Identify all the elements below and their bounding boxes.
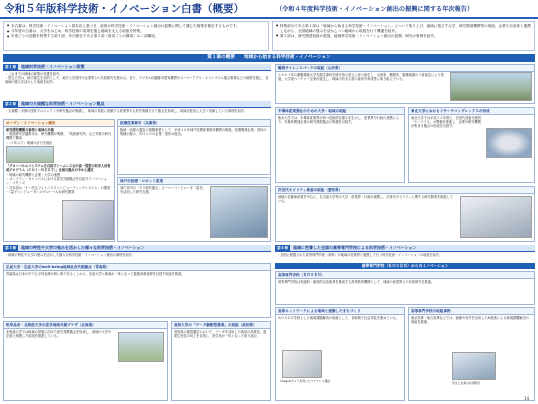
tohoku-title: 東北大学におけるリサーチコンプレックスの形成 <box>409 108 534 115</box>
tsuruoka-title: 鶴岡サイエンスパークの取組（山形県） <box>276 65 534 72</box>
semiconductor-box <box>275 107 405 183</box>
page-number: 14 <box>524 396 530 401</box>
open-innovation-title: オープン・イノベーション創出 <box>4 120 114 127</box>
open-item: ・ 日本初の「十一次元フォトニクスコンピューティングシステム」の開発 <box>6 186 112 190</box>
open-item: ・ （５年ぶり）地域の活力を創出 <box>6 141 112 145</box>
kosen-b-text: ＫＯＳＥＮを核とした地域課題解決の取組として、各地域で社会実装を進めている。 <box>278 315 400 320</box>
chapter-3 <box>3 245 271 262</box>
kosen-band: 高等専門学校（ＫＯＳＥＮ）からのイノベーション <box>275 263 535 269</box>
mobility-text: 地域の自動車産業を中心に、名古屋大学等の大学・産業界・行政が連携し、次世代モビリティに関する研究開発を推進している。 <box>278 194 453 204</box>
hokkaido-title: 乾草品用・北海道大学の産学地域共創プラザ（北海道） <box>4 322 167 329</box>
kosen-a-title: 高等専門学校（ＫＯＳＥＮ） <box>276 272 534 279</box>
intro-left-item: ● 本白書は、科学技術・イノベーション基本法に基づき、政府が科学技術・イノベーション創出の振興に関して講じた施策を報告するものです。 <box>7 24 265 29</box>
intro-right <box>272 21 535 51</box>
open-item: 研究開発機関の事例と地域の共創 <box>6 127 54 132</box>
mobility-title: 次世代モビリティ推進の取組（愛知県） <box>276 187 534 194</box>
kobe-title: 医療産業都市（兵庫県） <box>118 120 270 127</box>
integrai-photo <box>282 350 322 378</box>
chapter-2-text: ・ 大規模・多数の国家プロジェクトや研究拠点が集積し、地域の発展に貢献する産業界や人材を集積させて拠点を形成し、地域活性化に大きく貢献している事例を紹介。 <box>5 109 269 113</box>
tohoku-text: 東北大学では平成２２年度に、次世代放射光施設「ナノテラス」の整備を推進し、企業や研究機関が集まる拠点の形成を目指す。 <box>411 115 482 129</box>
tsukuba-photo <box>6 146 54 163</box>
chapter-2-num: 第２章 <box>5 101 17 106</box>
semiconductor-text: 熊本大学では、半導体産業界が持つ技術的な強みを生かし、産業界や行政の連携により、半導体関連企業の研究開発拠点の集積を目指す。 <box>278 115 400 125</box>
chapter-4-num: 第４章 <box>277 245 289 250</box>
header-rule <box>0 17 538 19</box>
kochi-text: 高知県の施設園芸において、データを活用した栽培の高度化、農業生産性の向上を目指し、産学官が一体となって取り組む。 <box>174 329 267 339</box>
open-item: ・ オンライン・キャンパスにおける産学共創拠点を目指すイノベーション・コモンズ <box>6 177 112 186</box>
hokkaido-photo <box>118 332 164 362</box>
chapter-4 <box>275 245 535 262</box>
chapter-4-title: 地域に密着した全国の高等専門学校による科学技術・イノベーション <box>293 245 417 251</box>
kobe2-title: 神戸市医療・ロボット産業 <box>118 178 270 185</box>
intro-right-item: ● 特集部分である第１部は「地域から始まる科学技術・イノベーション」について取り上げ、地域に根ざす大学、研究開発機関等の取組、企業や自治体と連携しながら、全国地域の強みを活かしつつ地域から取組を行う機運を紹介。 <box>276 24 531 34</box>
hokkaido-text: 北海道大学では地域の発展に向けた産学連携拠点を形成し、地域の大学や企業と連携した取組を推進している。 <box>6 329 112 339</box>
chapter-3-title: 地域の特性や大学の強みを活かした様々な科学技術・イノベーション <box>21 245 145 251</box>
intro-left-item: ● 今年度の白書は、大学をはじめ、科学技術の成果を通じ地域を支える取組を特集。 <box>7 29 265 34</box>
kosen-c-text: 東京高専・仙台高専などでは、画像や音声を活用したAI技術による地域課題解決の取組を推進。 <box>411 315 529 325</box>
intro-right-item: ● 第２部は、研究開発投資の進展、地域科学技術・イノベーション創出の振興、研究の事例を紹介。 <box>276 34 531 39</box>
kosen-a-text: 高等専門学校は実践的・創造的な技術者を養成する高等教育機関として、地域の産業界との共同研究を推進。 <box>278 279 435 284</box>
intro-left <box>3 21 269 51</box>
kosen-photo <box>452 352 496 380</box>
kosen-a-box <box>275 271 535 305</box>
kosen-c-title: 高等専門学校の取組事例 <box>409 308 534 315</box>
chapter-1-text: ・ 国立大学は、地方創生を目的とした、地方公共団体や企業等との共同研究を進める。また、デジタル田園都市国家構想やスーパーアプリ・エコシステム拠点事業などの政策を通じ、各地域の強みを活かした取組を紹介。 <box>5 76 269 85</box>
hirosaki-text: 青森県は日本の中でも平均寿命が短い県であることから、弘前大学と地域が一体となって健康寿命延伸を目指す取組を推進。 <box>6 271 185 276</box>
chapter-4-text: ・ 全国に配置された高等専門学校（高専）が地域の産業界と連携して行う科学技術・イノベーションの取組を紹介。 <box>277 253 533 257</box>
tsuruoka-photo <box>450 72 532 101</box>
open-item: ・ 地域の研究機関と企業・大学の連携 <box>6 173 112 177</box>
semiconductor-title: 半導体産業強化のための大学・地域の取組 <box>276 108 404 115</box>
chapter-1-title: 地域科学技術・イノベーション政策 <box>21 64 85 70</box>
nanoterasu-photo <box>486 128 532 158</box>
open-item: 「グローバルエコシステムを目指すシームレスな中高一貫型の科学人材育成プログラム（ＣＯＩ－ＮＥＸＴ）」全国の拠点の中から選定 <box>6 163 111 173</box>
chapter-3-text: ・ 地域の特性や大学の強みを活かした様々な科学技術・イノベーション創出の事例を紹介。 <box>5 253 269 257</box>
header <box>0 0 538 18</box>
kosen-b-title: 高専ネットワークによる地域と連携したまちづくり <box>276 308 404 315</box>
open-item: ・ （量子コンピュータ）のグローバルな研究開発 <box>6 190 112 194</box>
chapter-1 <box>3 64 271 98</box>
kobe2-text: 神戸市内の「Ｐ５研究拠点」スーパーコンピュータ「富岳」を活用した研究支援。 <box>120 185 206 195</box>
kobe-text: 阪神・淡路大震災の復興事業として、平成１０年神戸医療産業都市構想の推進。医療関連企業・団体の集積が進み、約３６０の企業・団体が進出。 <box>120 127 267 137</box>
integrai-caption: IntegrAIカメラを用いたワイヤレス通信 <box>280 379 331 383</box>
hirosaki-box <box>3 263 271 318</box>
chapter-2 <box>3 101 271 118</box>
chapter-1-num: 第１章 <box>5 64 17 69</box>
kobe-box <box>117 119 271 175</box>
hirosaki-title: 弘前大学・弘前大学のwell-being地域社会共創拠点（青森県） <box>4 264 270 271</box>
page-subtitle: （令和４年度科学技術・イノベーション創出の振興に関する年次報告） <box>276 6 474 13</box>
open-item: ・ 筑波研究学園都市は、研究機関が集積、「筑波研究所」など多数の研究機関で構成 <box>6 132 112 141</box>
kosen-caption: 学生と企業の共同研究 <box>452 381 480 385</box>
chapter-1-text: ・ これまでの地域の政策の変遷を紹介。 <box>5 72 269 76</box>
intro-left-item: ● 年度ごとの話題を特集する第１部、年次報告である第２部（府省ごとの構成）の二部構成。 <box>7 34 265 39</box>
chapter-3-num: 第３章 <box>5 245 17 250</box>
page-title: 令和５年版科学技術・イノベーション白書（概要） <box>4 3 245 15</box>
part1-band: 第１部の概要 地域から始まる科学技術・イノベーション <box>3 54 535 62</box>
fugaku-photo <box>210 186 268 238</box>
kochi-title: 高知大学の「データ駆動型農業」の取組（高知県） <box>172 322 270 329</box>
computer-photo <box>62 200 114 240</box>
mobility-photo <box>460 196 532 238</box>
kochi-box <box>171 321 271 401</box>
tsuruoka-text: ２００１年の慶應義塾大学先端生命科学研究所の設立に伴い誕生し、山形県、鶴岡市、慶應義塾の３者協定により発展。大学発ベンチャー企業が誕生し、地域の若手人材の雇用や育成等に取り組んでいる。 <box>278 72 444 82</box>
chapter-2-title: 地域の大規模な科学技術・イノベーション拠点 <box>21 101 105 107</box>
